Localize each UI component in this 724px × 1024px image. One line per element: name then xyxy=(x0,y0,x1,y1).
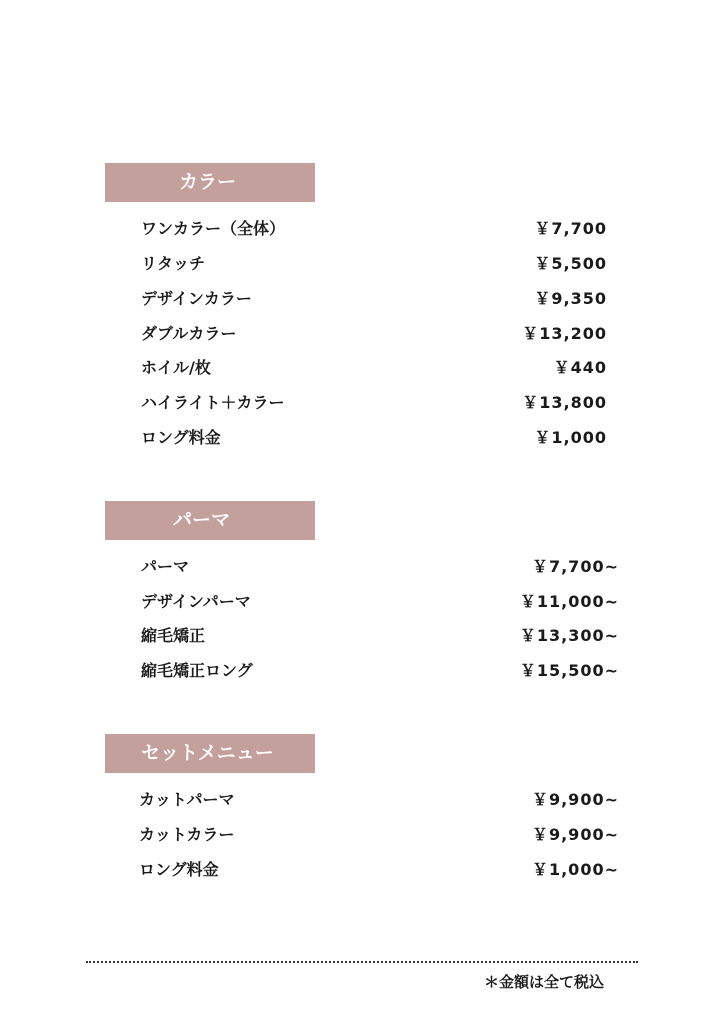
menu-item xyxy=(141,659,621,683)
item-price: ￥1,000 xyxy=(534,428,607,447)
item-price: ￥11,000~ xyxy=(519,592,619,611)
menu-item xyxy=(141,624,621,648)
item-name: ロング料金 xyxy=(141,428,221,447)
section-title: カラー xyxy=(179,171,237,193)
item-price: ￥13,300~ xyxy=(519,626,619,645)
section-title: パーマ xyxy=(173,509,231,531)
item-name: デザインカラー xyxy=(141,289,252,308)
item-name: ダブルカラー xyxy=(141,324,237,343)
item-price: ￥15,500~ xyxy=(519,661,619,680)
menu-item xyxy=(141,252,611,276)
item-price: ￥5,500 xyxy=(534,254,607,273)
item-price: ￥1,000~ xyxy=(531,860,619,879)
section-header-color xyxy=(105,163,315,202)
dotted-divider xyxy=(86,961,638,963)
item-name: ハイライト＋カラー xyxy=(141,393,285,412)
menu-item xyxy=(141,322,611,346)
item-price: ￥9,900~ xyxy=(531,790,619,809)
menu-item xyxy=(141,426,611,450)
item-price: ￥9,900~ xyxy=(531,825,619,844)
section-header-set-menu xyxy=(105,734,315,773)
item-name: カットカラー xyxy=(139,825,235,844)
section-title: セットメニュー xyxy=(141,742,274,764)
item-price: ￥7,700 xyxy=(534,219,607,238)
item-price: ￥13,800 xyxy=(522,393,607,412)
item-name: ロング料金 xyxy=(139,860,219,879)
menu-item xyxy=(141,217,611,241)
item-name: ホイル/枚 xyxy=(141,358,211,377)
tax-footnote: ＊金額は全て税込 xyxy=(484,973,605,991)
item-name: リタッチ xyxy=(141,254,206,273)
item-price: ￥13,200 xyxy=(522,324,607,343)
item-name: 縮毛矯正 xyxy=(141,626,206,645)
menu-item xyxy=(141,391,611,415)
menu-item xyxy=(139,823,621,847)
item-name: パーマ xyxy=(141,557,190,576)
menu-item xyxy=(141,555,621,579)
item-name: ワンカラー（全体） xyxy=(141,219,286,238)
menu-item xyxy=(139,788,621,812)
section-header-perm xyxy=(105,501,315,540)
menu-item xyxy=(139,858,621,882)
item-name: 縮毛矯正ロング xyxy=(141,661,253,680)
item-name: カットパーマ xyxy=(139,790,235,809)
menu-item xyxy=(141,356,611,380)
menu-item xyxy=(141,287,611,311)
menu-item xyxy=(141,590,621,614)
item-name: デザインパーマ xyxy=(141,592,251,611)
item-price: ￥440 xyxy=(553,358,607,377)
item-price: ￥9,350 xyxy=(534,289,607,308)
item-price: ￥7,700~ xyxy=(531,557,619,576)
